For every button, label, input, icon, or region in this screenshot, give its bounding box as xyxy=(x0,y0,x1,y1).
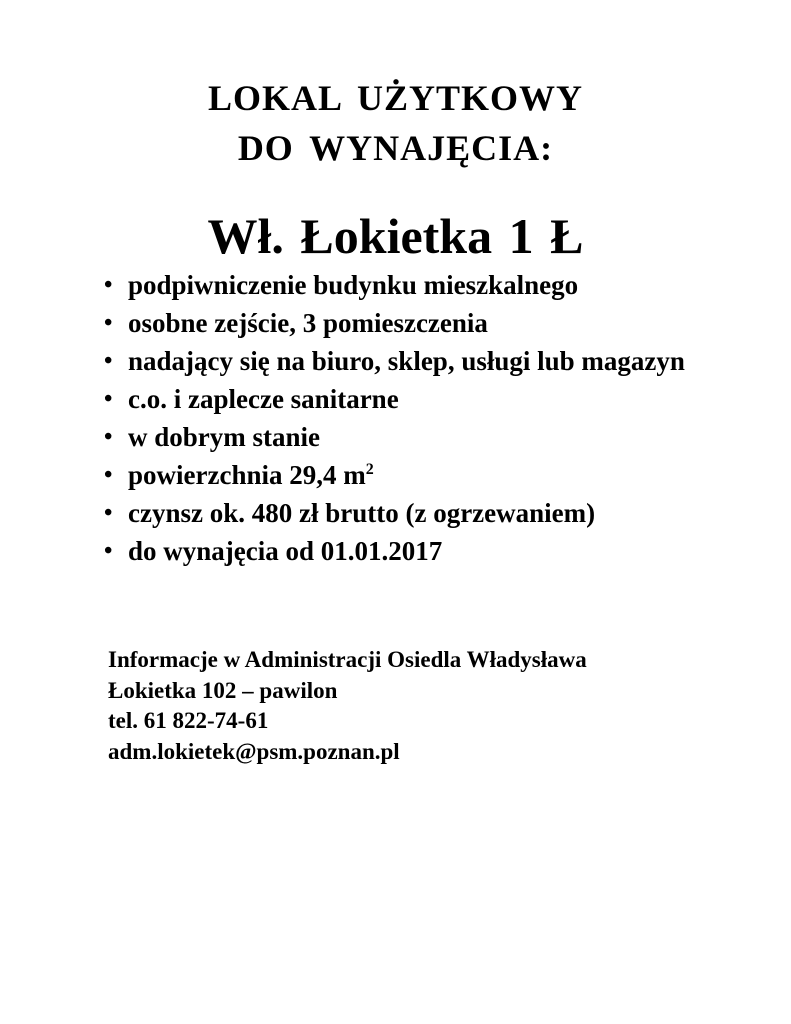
contact-info-line-1: Informacje w Administracji Osiedla Władysława xyxy=(108,647,587,672)
bullet-icon: • xyxy=(104,424,113,450)
feature-rent: czynsz ok. 480 zł brutto (z ogrzewaniem) xyxy=(128,498,596,528)
bullet-icon: • xyxy=(104,272,113,298)
bullet-icon: • xyxy=(104,500,113,526)
feature-item xyxy=(104,494,774,532)
heading-line-1: LOKAL UŻYTKOWY xyxy=(207,78,584,118)
feature-item xyxy=(104,418,774,456)
feature-availability: do wynajęcia od 01.01.2017 xyxy=(128,536,443,566)
area-unit-superscript: 2 xyxy=(365,461,374,478)
feature-item xyxy=(104,304,774,342)
feature-condition: w dobrym stanie xyxy=(128,422,321,452)
features-list xyxy=(104,266,774,570)
contact-info-line-2: Łokietka 102 – pawilon xyxy=(108,677,338,703)
contact-block xyxy=(108,645,768,767)
feature-item xyxy=(104,532,774,570)
bullet-icon: • xyxy=(104,386,113,412)
bullet-icon: • xyxy=(104,310,113,336)
contact-phone: tel. 61 822-74-61 xyxy=(108,708,269,733)
feature-area-text: powierzchnia 29,4 m xyxy=(128,460,366,490)
heading-line-2: DO WYNAJĘCIA: xyxy=(237,128,554,168)
bullet-icon: • xyxy=(104,348,113,374)
feature-item xyxy=(104,342,774,380)
feature-heating-sanitary: c.o. i zaplecze sanitarne xyxy=(128,384,399,414)
bullet-icon: • xyxy=(104,538,113,564)
feature-item xyxy=(104,456,774,494)
feature-item xyxy=(104,266,774,304)
feature-entrance: osobne zejście, 3 pomieszczenia xyxy=(128,308,488,338)
feature-item xyxy=(104,380,774,418)
contact-email: adm.lokietek@psm.poznan.pl xyxy=(108,738,400,764)
property-address: Wł. Łokietka 1 Ł xyxy=(207,208,584,264)
feature-basement: podpiwniczenie budynku mieszkalnego xyxy=(128,270,579,300)
feature-area xyxy=(128,456,774,494)
feature-usage: nadający się na biuro, sklep, usługi lub magazyn xyxy=(128,346,685,376)
bullet-icon: • xyxy=(104,462,113,488)
